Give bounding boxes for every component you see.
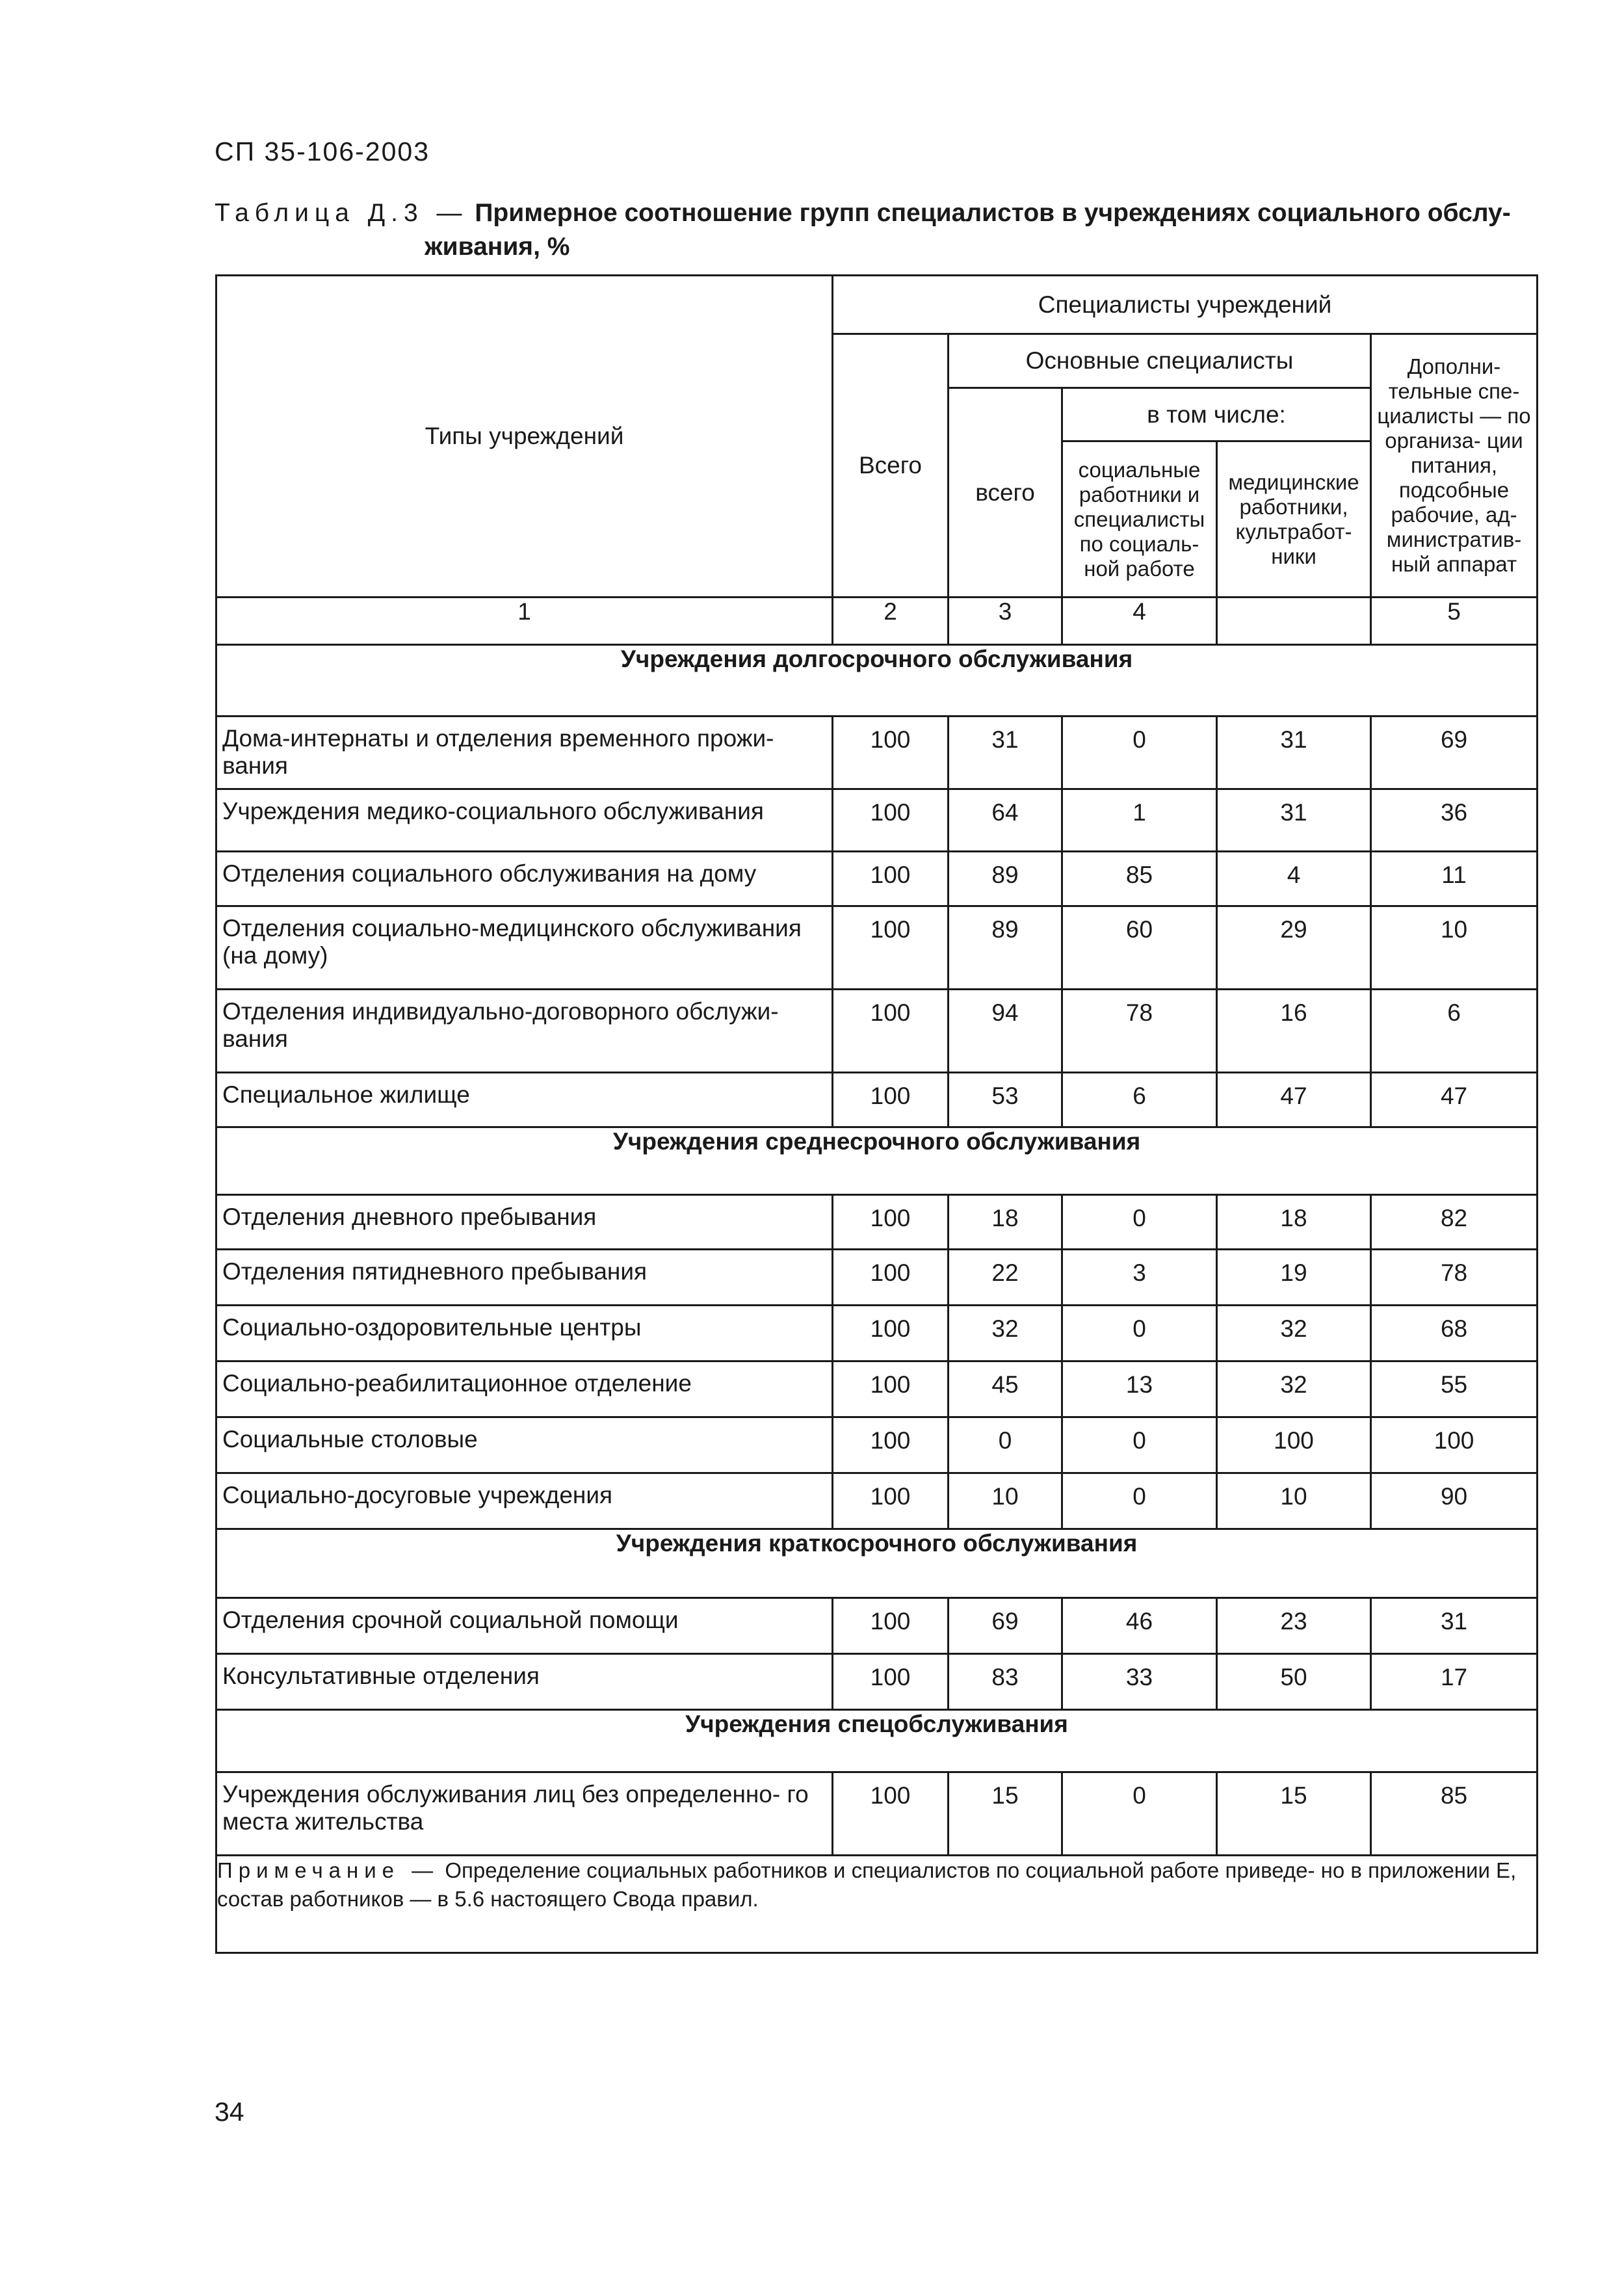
value-cell: 45 [949, 1361, 1062, 1417]
section-header-row [216, 1529, 1538, 1598]
header-main-total: всего [949, 388, 1062, 598]
institution-type: Учреждения медико-социального обслуживания [216, 789, 833, 852]
header-social-workers: социальные работники и специалисты по социаль- ной работе [1062, 441, 1217, 598]
table-row [216, 1073, 1538, 1127]
table-row [216, 1473, 1538, 1529]
value-cell: 0 [1062, 1306, 1217, 1361]
value-cell: 82 [1371, 1195, 1538, 1250]
value-cell: 100 [833, 1772, 949, 1856]
value-cell: 6 [1062, 1073, 1217, 1127]
institution-type: Отделения социального обслуживания на дому [216, 852, 833, 906]
table-row [216, 990, 1538, 1073]
institution-type: Социально-реабилитационное отделение [216, 1361, 833, 1417]
value-cell: 100 [833, 852, 949, 906]
value-cell: 78 [1062, 990, 1217, 1073]
header-total: Всего [833, 334, 949, 598]
section-header-row [216, 1710, 1538, 1772]
value-cell: 78 [1371, 1250, 1538, 1306]
value-cell: 32 [949, 1306, 1062, 1361]
table-row [216, 1306, 1538, 1361]
value-cell: 100 [833, 1654, 949, 1710]
table-row [216, 1598, 1538, 1654]
note-label: Примечание — [217, 1858, 439, 1882]
value-cell: 85 [1062, 852, 1217, 906]
institution-type: Социально-оздоровительные центры [216, 1306, 833, 1361]
value-cell: 68 [1371, 1306, 1538, 1361]
caption-label: Таблица Д.3 — [215, 199, 468, 227]
header-specialists: Специалисты учреждений [833, 276, 1538, 334]
section-title: Учреждения среднесрочного обслуживания [216, 1127, 1538, 1195]
value-cell: 100 [1217, 1417, 1371, 1473]
value-cell: 23 [1217, 1598, 1371, 1654]
value-cell: 32 [1217, 1361, 1371, 1417]
note-cell [216, 1856, 1538, 1953]
institution-type: Учреждения обслуживания лиц без определенно- го места жительства [216, 1772, 833, 1856]
value-cell: 10 [949, 1473, 1062, 1529]
header-main-specialists: Основные специалисты [949, 334, 1371, 388]
value-cell: 89 [949, 906, 1062, 990]
value-cell: 31 [1371, 1598, 1538, 1654]
value-cell: 100 [833, 906, 949, 990]
value-cell: 100 [833, 1195, 949, 1250]
institution-type: Отделения дневного пребывания [216, 1195, 833, 1250]
value-cell: 0 [1062, 1417, 1217, 1473]
institution-type: Социально-досуговые учреждения [216, 1473, 833, 1529]
value-cell: 1 [1062, 789, 1217, 852]
value-cell: 69 [949, 1598, 1062, 1654]
column-numbers-row [216, 598, 1538, 645]
column-number: 1 [216, 598, 833, 645]
note-text: Определение социальных работников и специалистов по социальной работе приведе- но в приложении Е, состав работников — в 5.6 настоящего Свода правил. [217, 1858, 1517, 1911]
value-cell: 15 [1217, 1772, 1371, 1856]
table-row [216, 1195, 1538, 1250]
value-cell: 17 [1371, 1654, 1538, 1710]
value-cell: 18 [1217, 1195, 1371, 1250]
value-cell: 16 [1217, 990, 1371, 1073]
value-cell: 100 [833, 1073, 949, 1127]
section-title: Учреждения спецобслуживания [216, 1710, 1538, 1772]
value-cell: 100 [1371, 1417, 1538, 1473]
table-row [216, 1417, 1538, 1473]
value-cell: 100 [833, 1473, 949, 1529]
value-cell: 10 [1371, 906, 1538, 990]
section-header-row [216, 645, 1538, 717]
table-head [216, 276, 1538, 645]
value-cell: 15 [949, 1772, 1062, 1856]
value-cell: 85 [1371, 1772, 1538, 1856]
value-cell: 50 [1217, 1654, 1371, 1710]
value-cell: 0 [1062, 1772, 1217, 1856]
value-cell: 22 [949, 1250, 1062, 1306]
value-cell: 10 [1217, 1473, 1371, 1529]
header-additional: Дополни- тельные спе- циалисты — по организа- ции питания, подсобные рабочие, ад- министратив- ный аппарат [1371, 334, 1538, 598]
institution-type: Дома-интернаты и отделения временного прожи- вания [216, 717, 833, 789]
table-row [216, 906, 1538, 990]
value-cell: 31 [1217, 717, 1371, 789]
value-cell: 100 [833, 1361, 949, 1417]
value-cell: 0 [1062, 717, 1217, 789]
column-number: 3 [949, 598, 1062, 645]
value-cell: 64 [949, 789, 1062, 852]
table-row [216, 789, 1538, 852]
value-cell: 29 [1217, 906, 1371, 990]
section-header-row [216, 1127, 1538, 1195]
value-cell: 69 [1371, 717, 1538, 789]
value-cell: 0 [1062, 1473, 1217, 1529]
value-cell: 18 [949, 1195, 1062, 1250]
value-cell: 19 [1217, 1250, 1371, 1306]
value-cell: 90 [1371, 1473, 1538, 1529]
value-cell: 100 [833, 789, 949, 852]
table-row [216, 1772, 1538, 1856]
header-including: в том числе: [1062, 388, 1371, 441]
institution-type: Отделения индивидуально-договорного обслужи- вания [216, 990, 833, 1073]
institution-type: Консультативные отделения [216, 1654, 833, 1710]
document-code: СП 35-106-2003 [215, 137, 430, 166]
value-cell: 0 [949, 1417, 1062, 1473]
header-medical-workers: медицинские работники, культработ- ники [1217, 441, 1371, 598]
table-note [216, 1856, 1538, 1953]
value-cell: 47 [1217, 1073, 1371, 1127]
institution-type: Отделения срочной социальной помощи [216, 1598, 833, 1654]
caption-title-line2: живания, % [425, 233, 570, 261]
value-cell: 53 [949, 1073, 1062, 1127]
institution-type: Социальные столовые [216, 1417, 833, 1473]
column-number: 2 [833, 598, 949, 645]
value-cell: 47 [1371, 1073, 1538, 1127]
specialists-table [215, 274, 1538, 1954]
table-row [216, 1654, 1538, 1710]
table-row [216, 1361, 1538, 1417]
institution-type: Отделения социально-медицинского обслуживания (на дому) [216, 906, 833, 990]
value-cell: 100 [833, 1306, 949, 1361]
value-cell: 100 [833, 1417, 949, 1473]
caption-title-line1: Примерное соотношение групп специалистов в учреждениях социального обслу- [475, 199, 1511, 227]
value-cell: 100 [833, 1598, 949, 1654]
table-row [216, 852, 1538, 906]
value-cell: 32 [1217, 1306, 1371, 1361]
value-cell: 11 [1371, 852, 1538, 906]
column-number: 5 [1371, 598, 1538, 645]
institution-type: Специальное жилище [216, 1073, 833, 1127]
value-cell: 100 [833, 990, 949, 1073]
table-row [216, 1250, 1538, 1306]
value-cell: 36 [1371, 789, 1538, 852]
value-cell: 46 [1062, 1598, 1217, 1654]
value-cell: 6 [1371, 990, 1538, 1073]
value-cell: 0 [1062, 1195, 1217, 1250]
column-number [1217, 598, 1371, 645]
value-cell: 89 [949, 852, 1062, 906]
column-number: 4 [1062, 598, 1217, 645]
value-cell: 83 [949, 1654, 1062, 1710]
page-number: 34 [215, 2097, 244, 2127]
value-cell: 100 [833, 717, 949, 789]
value-cell: 13 [1062, 1361, 1217, 1417]
section-title: Учреждения долгосрочного обслуживания [216, 645, 1538, 717]
institution-type: Отделения пятидневного пребывания [216, 1250, 833, 1306]
table-body [216, 645, 1538, 1856]
value-cell: 33 [1062, 1654, 1217, 1710]
value-cell: 60 [1062, 906, 1217, 990]
table-caption [215, 196, 1521, 264]
header-types: Типы учреждений [216, 276, 833, 598]
value-cell: 100 [833, 1250, 949, 1306]
value-cell: 94 [949, 990, 1062, 1073]
table-row [216, 717, 1538, 789]
value-cell: 55 [1371, 1361, 1538, 1417]
value-cell: 4 [1217, 852, 1371, 906]
value-cell: 31 [1217, 789, 1371, 852]
section-title: Учреждения краткосрочного обслуживания [216, 1529, 1538, 1598]
value-cell: 3 [1062, 1250, 1217, 1306]
value-cell: 31 [949, 717, 1062, 789]
